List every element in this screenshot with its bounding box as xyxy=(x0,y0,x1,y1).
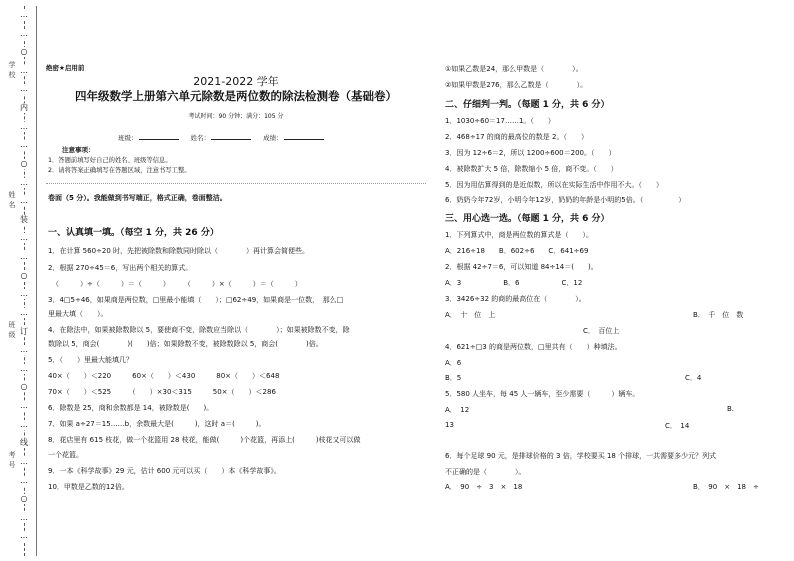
binding-char: ○ xyxy=(18,47,30,57)
binding-char: … xyxy=(20,419,28,429)
option-c: C．4 xyxy=(685,374,702,382)
binding-char: ○ xyxy=(18,159,30,169)
question-line: 1．下列算式中，商是两位数的算式是（ ）。 xyxy=(445,231,593,239)
field-name-input[interactable] xyxy=(211,134,251,140)
option-b: B．5 xyxy=(445,374,462,382)
binding-char: ○ xyxy=(18,382,30,392)
binding-label: 姓名 xyxy=(8,191,16,209)
binding-char: … xyxy=(20,196,28,206)
question-line: 5．因为用估算得到的是近似数，所以在实际生活中作用不大。（ ） xyxy=(445,181,663,189)
question-line: 2．468÷17 的商的最高位的数是 2。（ ） xyxy=(445,133,588,141)
field-score-input[interactable] xyxy=(284,134,324,140)
binding-char: … xyxy=(20,140,28,150)
section1-heading: 一、认真填一填。（每空 1 分，共 26 分） xyxy=(48,228,219,238)
question-line: 6．除数是 25，商和余数都是 14，被除数是( )。 xyxy=(48,404,214,412)
binding-char: … xyxy=(20,345,28,355)
question-line: 1．1030÷60＝17……1。（ ） xyxy=(445,117,555,125)
option-b-value: 13 xyxy=(445,421,454,429)
question-line: 4．被除数扩大 5 倍，除数缩小 5 倍，商不变。（ ） xyxy=(445,165,618,173)
options-line: A．3 B．6 C．12 xyxy=(445,279,583,287)
binding-char: … xyxy=(20,401,28,411)
option-b: B． 90 × 18 ÷ xyxy=(693,483,759,491)
binding-margin xyxy=(0,0,40,561)
binding-char: … xyxy=(20,177,28,187)
question-line: 5．（ ）里最大能填几？ xyxy=(48,356,133,364)
neatness-line: 卷面（5 分）。我能做到书写端正，格式正确，卷面整洁。 xyxy=(48,194,227,202)
question-line: 2．根据 42÷7＝6，可以知道 84÷14＝( )。 xyxy=(445,263,598,271)
binding-char: … xyxy=(20,475,28,485)
binding-char: … xyxy=(20,363,28,373)
question-line: 3．3426÷32 的商的最高位在（ ）。 xyxy=(445,295,586,303)
binding-char: … xyxy=(20,252,28,262)
note-item: 2．请将答案正确填写在答题区域，注意书写工整。 xyxy=(48,167,191,174)
binding-char: … xyxy=(20,233,28,243)
question-line: 70×（ ）＜525 （ ）×30＜315 50×（ ）＜286 xyxy=(48,388,276,396)
question-line: 7．如果 a÷27＝15……b，余数最大是( )，这时 a＝( )。 xyxy=(48,420,266,428)
question-line: 5．580 人坐车，每 45 人一辆车，至少需要（ ）辆车。 xyxy=(445,390,640,398)
page-title: 四年级数学上册第六单元除数是两位数的除法检测卷（基础卷） xyxy=(75,89,397,103)
options-line: A．216÷18 B．602÷6 C．641÷69 xyxy=(445,247,589,255)
binding-char: 线 xyxy=(20,438,28,448)
binding-char: … xyxy=(20,456,28,466)
question-line: 6．每个足球 90 元，是排球价格的 3 倍，学校要买 18 个排球，一共需要多少元？列式 xyxy=(445,452,717,460)
field-class-label: 班级： xyxy=(118,134,138,142)
question-line: 4．621÷□3 的商是两位数，□里共有（ ）种填法。 xyxy=(445,343,622,351)
divider xyxy=(46,183,426,184)
question-line: 里最大填（ ）。 xyxy=(48,310,108,318)
binding-char: ○ xyxy=(18,271,30,281)
binding-char: … xyxy=(20,121,28,131)
field-name-label: 姓名： xyxy=(190,134,211,142)
option-b: B． 千 位 数 xyxy=(693,311,744,319)
field-class-input[interactable] xyxy=(139,134,179,140)
binding-char: … xyxy=(20,289,28,299)
question-line: 不正确的是（ ）。 xyxy=(445,468,526,476)
question-line: （ ）÷（ ）＝（ ） （ ）×（ ）＝（ ） xyxy=(52,280,302,288)
school-year: 2021-2022 学年 xyxy=(193,75,279,88)
option-a: A． 90 ÷ 3 × 18 xyxy=(445,483,523,491)
option-a: A． 12 xyxy=(445,406,470,414)
binding-char: … xyxy=(20,10,28,19)
option-a: A．6 xyxy=(445,359,462,367)
note-item: 1．答题前填写好自己的姓名、班级等信息。 xyxy=(48,157,172,164)
binding-solid-line xyxy=(36,6,37,556)
question-line: 3．4□5÷46，如果商是两位数，□里最小能填（ ）；□62÷49，如果商是一位数， 那么□ xyxy=(48,296,344,304)
binding-char: … xyxy=(20,512,28,522)
question-line: 8．花店里有 615 枝花，做一个花篮用 28 枝花，能做( )个花篮，再添上( )枝花又可以做 xyxy=(48,436,361,444)
binding-label: 学校 xyxy=(8,61,16,79)
question-line: 6．奶奶今年72岁，小明今年12岁，奶奶的年龄是小明的5倍。（ ） xyxy=(445,196,686,204)
binding-char: 订 xyxy=(20,326,28,336)
question-line: 一个花篮。 xyxy=(48,451,83,459)
section2-heading: 二、仔细判一判。（每题 1 分，共 6 分） xyxy=(445,100,610,110)
option-c: C． 百位上 xyxy=(583,327,620,335)
question-line: 3．因为 12÷6＝2，所以 1200÷600＝200。（ ） xyxy=(445,149,616,157)
question-line: ①如果乙数是24，那么甲数是（ ）。 xyxy=(445,65,583,73)
binding-char: 装 xyxy=(20,214,28,224)
option-a: A． 十 位 上 xyxy=(445,311,496,319)
section3-heading: 三、用心选一选。（每题 1 分，共 6 分） xyxy=(445,214,610,224)
field-score-label: 成绩： xyxy=(263,134,283,142)
binding-char: … xyxy=(20,28,28,38)
question-line: 2．根据 270÷45＝6，写出两个相关的算式。 xyxy=(48,264,193,272)
question-line: 9．一本《科学故事》29 元，估计 600 元可以买（ ）本《科学故事》。 xyxy=(48,467,281,475)
student-fields xyxy=(118,133,334,142)
exam-meta: 考试时间：90 分钟；满分：105 分 xyxy=(188,113,284,120)
binding-char: ○ xyxy=(18,494,30,504)
binding-char: … xyxy=(20,84,28,94)
question-line: ②如果甲数是276，那么乙数是（ ）。 xyxy=(445,81,588,89)
question-line: 40×（ ）＜220 60×（ ）＜430 80×（ ）＜648 xyxy=(48,372,280,380)
notes-title: 注意事项： xyxy=(62,146,95,154)
binding-char: … xyxy=(20,307,28,317)
binding-char: … xyxy=(20,65,28,75)
question-line: 4．在除法中，如果被除数除以 5，要使商不变，除数应当除以（ ）；如果被除数不变，除 xyxy=(48,326,350,334)
question-line: 10．甲数是乙数的12倍。 xyxy=(48,483,129,491)
binding-char: … xyxy=(20,531,28,541)
option-c: C． 14 xyxy=(665,422,690,430)
option-b: B. xyxy=(727,405,735,413)
question-line: 数除以 5，商会( )( )倍；如果除数不变，被除数除以 5，商会( )倍。 xyxy=(48,340,323,348)
binding-label: 考号 xyxy=(8,451,16,469)
binding-label: 班级 xyxy=(8,321,16,339)
binding-char: 内 xyxy=(20,103,28,113)
question-line: 1．在计算 560÷20 时，先把被除数和除数同时除以（ ）再计算会简便些。 xyxy=(48,247,310,255)
secret-mark: 绝密★启用前 xyxy=(46,64,85,72)
